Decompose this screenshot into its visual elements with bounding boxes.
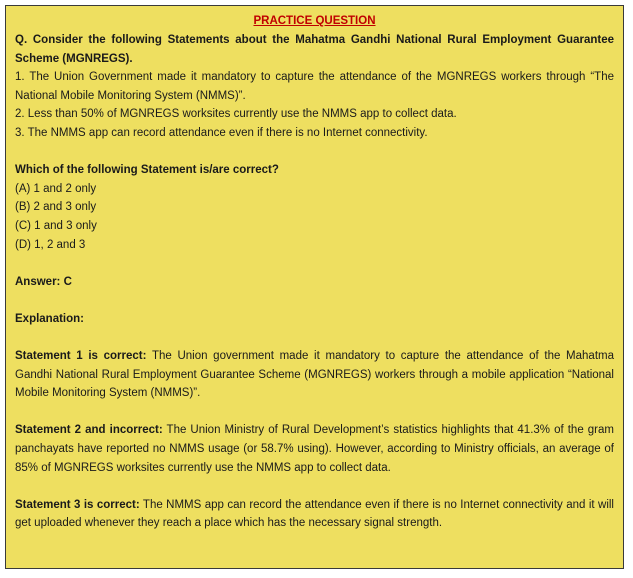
question-prompt: Which of the following Statement is/are correct? (15, 164, 279, 177)
page-title: PRACTICE QUESTION (253, 15, 376, 27)
option-a: (A) 1 and 2 only (15, 182, 97, 195)
explanation-3-lead: Statement 3 is correct: (15, 498, 140, 511)
explanation-3 (15, 496, 614, 533)
statement-1: 1. The Union Government made it mandatory to capture the attendance of the MGNREGS workers through “The National Mobile Monitoring System (NMMS)”. (15, 71, 614, 102)
practice-question-box (5, 5, 624, 569)
statement-2: 2. Less than 50% of MGNREGS worksites currently use the NMMS app to collect data. (15, 108, 457, 121)
explanation-2-text: The Union Ministry of Rural Development’s statistics highlights that 41.3% of the gram panchayats have reported no NMMS usage (or 58.7% using). However, according to Ministry officials, an average of 85% of MGNREGS worksites currently use the NMMS app to collect data. (15, 424, 614, 474)
explanation-1-text: The Union government made it mandatory to capture the attendance of the Mahatma Gandhi National Rural Employment Guarantee Scheme (MGNREGS) workers through a mobile application “National Mobile Monitoring System (NMMS)”. (15, 350, 614, 400)
question-text: Q. Consider the following Statements about the Mahatma Gandhi National Rural Employment Guarantee Scheme (MGNREGS). (15, 34, 614, 65)
explanation-1-lead: Statement 1 is correct: (15, 350, 147, 363)
option-c: (C) 1 and 3 only (15, 219, 97, 232)
explanation-1 (15, 347, 614, 403)
explanation-2 (15, 421, 614, 477)
explanation-heading: Explanation: (15, 312, 85, 325)
option-b: (B) 2 and 3 only (15, 201, 97, 214)
answer-text: Answer: C (15, 275, 72, 288)
statement-3: 3. The NMMS app can record attendance even if there is no Internet connectivity. (15, 126, 428, 139)
option-d: (D) 1, 2 and 3 (15, 238, 86, 251)
explanation-3-text: The NMMS app can record the attendance even if there is no Internet connectivity and it will get uploaded whenever they reach a place which has the necessary signal strength. (15, 498, 614, 530)
explanation-2-lead: Statement 2 and incorrect: (15, 424, 163, 437)
